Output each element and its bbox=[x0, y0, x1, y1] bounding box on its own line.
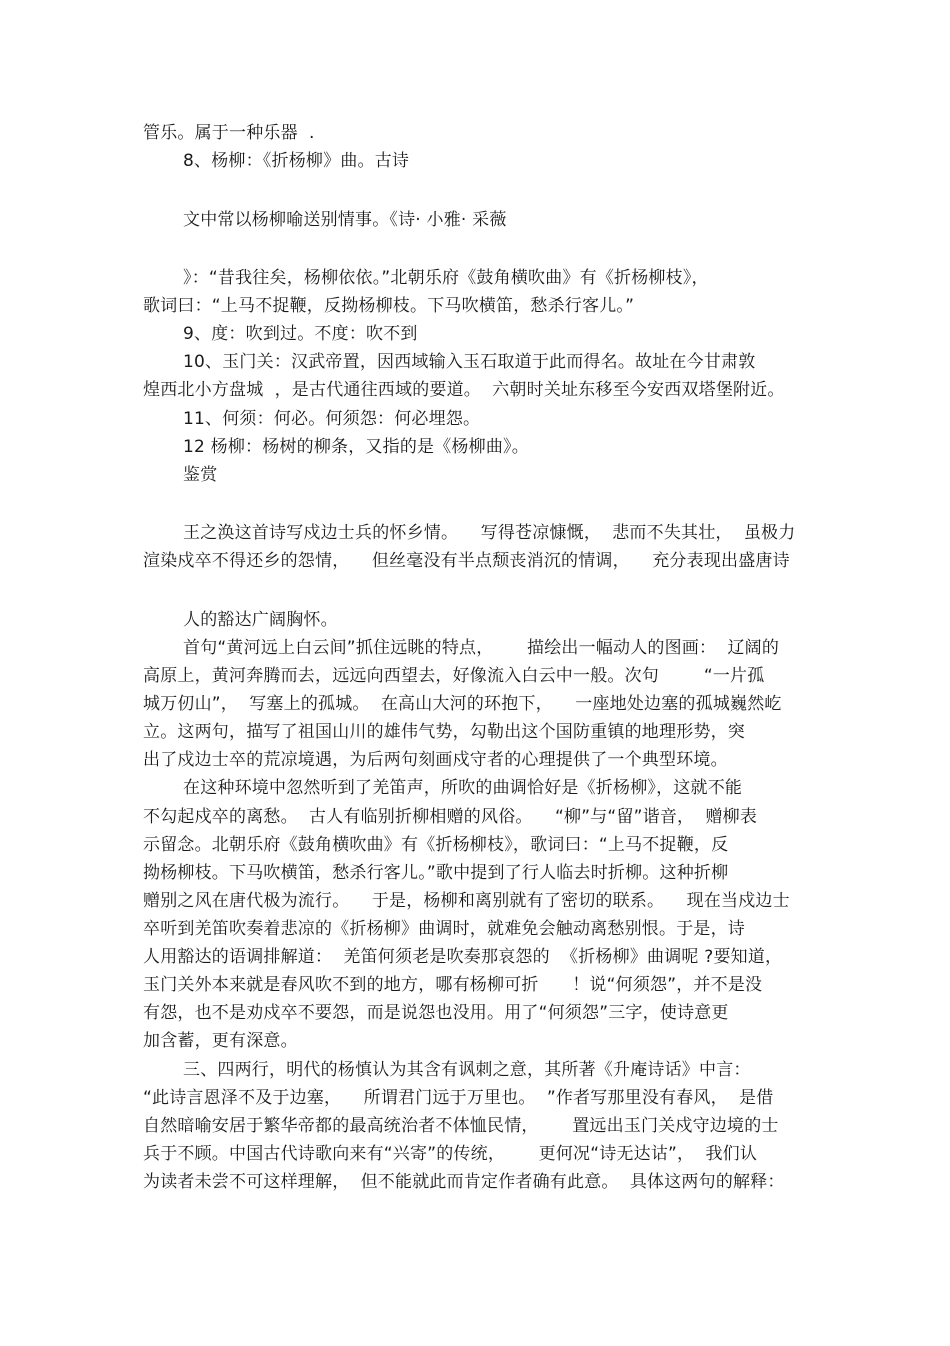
text-line: 卒听到羌笛吹奏着悲凉的《折杨柳》曲调时，就难免会触动离愁别恨。于是，诗 bbox=[143, 919, 745, 939]
text-line: 人的豁达广阔胸怀。 bbox=[183, 610, 338, 630]
section-heading: 鉴赏 bbox=[183, 465, 218, 485]
text-line: 示留念。北朝乐府《鼓角横吹曲》有《折杨柳枝》，歌词曰：“上马不捉鞭，反 bbox=[143, 835, 729, 855]
text-line: 8、杨柳：《折杨柳》曲。古诗 bbox=[183, 151, 410, 171]
text-line: 出了戍边士卒的荒凉境遇，为后两句刻画戍守者的心理提供了一个典型环境。 bbox=[143, 750, 728, 770]
text-line: 三、四两行，明代的杨慎认为其含有讽刺之意，其所著《升庵诗话》中言： bbox=[183, 1060, 751, 1080]
text-line: 立。这两句，描写了祖国山川的雄伟气势，勾勒出这个国防重镇的地理形势，突 bbox=[143, 722, 745, 742]
text-line: 渲染戍卒不得还乡的怨情， 但丝毫没有半点颓丧消沉的情调， 充分表现出盛唐诗 bbox=[143, 551, 790, 571]
text-line: 文中常以杨柳喻送别情事。《诗· 小雅· 采薇 bbox=[183, 210, 507, 230]
text-line: 有怨，也不是劝戍卒不要怨，而是说怨也没用。用了“何须怨”三字，使诗意更 bbox=[143, 1003, 729, 1023]
text-line: 为读者未尝不可这样理解， 但不能就此而肯定作者确有此意。 具体这两句的解释： bbox=[143, 1172, 785, 1192]
text-line: 加含蓄，更有深意。 bbox=[143, 1031, 298, 1051]
text-line: 拗杨柳枝。下马吹横笛，愁杀行客儿。”歌中提到了行人临去时折柳。这种折柳 bbox=[143, 863, 729, 883]
text-line: 高原上，黄河奔腾而去，远远向西望去，好像流入白云中一般。次句 “一片孤 bbox=[143, 666, 765, 686]
text-line: 玉门关外本来就是春风吹不到的地方，哪有杨柳可折 ！说“何须怨”，并不是没 bbox=[143, 975, 763, 995]
text-line: 11、何须：何必。何须怨：何必埋怨。 bbox=[183, 409, 481, 429]
text-line: 首句“黄河远上白云间”抓住远眺的特点， 描绘出一幅动人的图画： 辽阔的 bbox=[183, 638, 780, 658]
text-line: 兵于不顾。中国古代诗歌向来有“兴寄”的传统， 更何况“诗无达诂”， 我们认 bbox=[143, 1144, 758, 1164]
text-line: 12 杨柳：杨树的柳条，又指的是《杨柳曲》。 bbox=[183, 437, 529, 457]
text-line: 9、度：吹到过。不度：吹不到 bbox=[183, 324, 418, 344]
text-line: 自然暗喻安居于繁华帝都的最高统治者不体恤民情， 置远出玉门关戍守边境的士 bbox=[143, 1116, 779, 1136]
text-line: 不勾起戍卒的离愁。 古人有临别折柳相赠的风俗。 “柳”与“留”谐音， 赠柳表 bbox=[143, 807, 758, 827]
text-line: 10、玉门关：汉武帝置，因西域输入玉石取道于此而得名。故址在今甘肃敦 bbox=[183, 352, 756, 372]
text-line: 煌西北小方盘城 ，是古代通往西域的要道。 六朝时关址东移至今安西双塔堡附近。 bbox=[143, 380, 785, 400]
text-line: “此诗言恩泽不及于边塞， 所谓君门远于万里也。 ”作者写那里没有春风， 是借 bbox=[143, 1088, 774, 1108]
text-line: 赠别之风在唐代极为流行。 于是，杨柳和离别就有了密切的联系。 现在当戍边士 bbox=[143, 891, 790, 911]
text-line: 王之涣这首诗写戍边士兵的怀乡情。 写得苍凉慷慨， 悲而不失其壮， 虽极力 bbox=[183, 523, 796, 543]
text-line: 歌词曰：“上马不捉鞭，反拗杨柳枝。下马吹横笛，愁杀行客儿。” bbox=[143, 296, 635, 316]
text-line: 在这种环境中忽然听到了羌笛声，所吹的曲调恰好是《折杨柳》，这就不能 bbox=[183, 778, 743, 798]
text-line: 人用豁达的语调排解道： 羌笛何须老是吹奏那哀怨的 《折杨柳》曲调呢 ?要知道， bbox=[143, 947, 783, 967]
text-line: 城万仞山”， 写塞上的孤城。 在高山大河的环抱下， 一座地处边塞的孤城巍然屹 bbox=[143, 694, 782, 714]
text-line: 管乐。属于一种乐器 . bbox=[143, 123, 315, 143]
text-line: 》：“昔我往矣，杨柳依依。”北朝乐府《鼓角横吹曲》有《折杨柳枝》， bbox=[183, 268, 709, 288]
